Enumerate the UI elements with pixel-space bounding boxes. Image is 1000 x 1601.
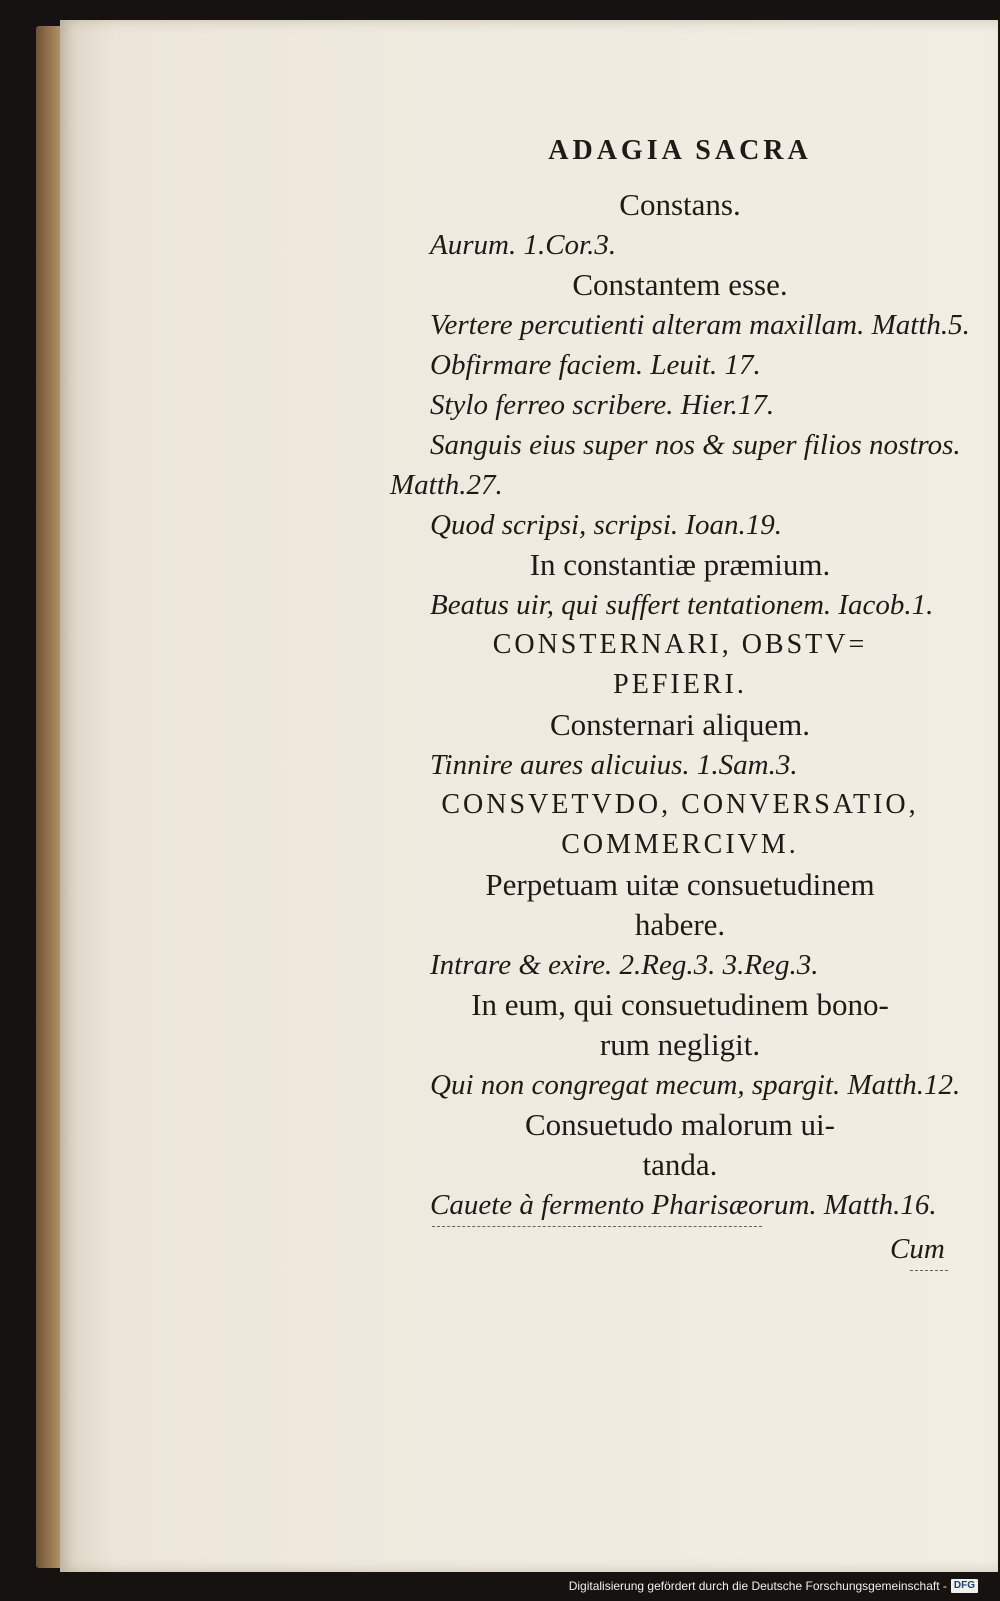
- section-heading: PEFIERI.: [613, 669, 747, 700]
- text-line: In constantiæ præmium.: [529, 547, 831, 582]
- text-line: Matth.27.: [390, 469, 503, 501]
- text-line: Sanguis eius super nos & super filios nostros.: [430, 429, 961, 461]
- footer-text: Digitalisierung gefördert durch die Deutsche Forschungsgemeinschaft -: [568, 1579, 947, 1593]
- text-line: rum negligit.: [599, 1027, 761, 1062]
- text-line: tanda.: [642, 1147, 718, 1182]
- running-head: ADAGIA SACRA: [548, 135, 812, 166]
- section-heading: CONSTERNARI, OBSTV=: [492, 629, 868, 660]
- dashed-rule: [910, 1270, 948, 1271]
- text-line: Consternari aliquem.: [550, 707, 810, 742]
- dfg-logo: DFG: [951, 1579, 978, 1593]
- text-line: Obfirmare faciem. Leuit. 17.: [430, 349, 761, 381]
- text-line: Tinnire aures alicuius. 1.Sam.3.: [430, 749, 798, 781]
- text-line: Intrare & exire. 2.Reg.3. 3.Reg.3.: [430, 949, 819, 981]
- section-heading: CONSVETVDO, CONVERSATIO,: [441, 789, 919, 820]
- text-line: habere.: [634, 907, 726, 942]
- text-line: Stylo ferreo scribere. Hier.17.: [430, 389, 775, 421]
- text-line: Constans.: [619, 187, 741, 222]
- book-page: [60, 20, 998, 1572]
- footer-credit: [569, 1575, 978, 1597]
- text-line: Qui non congregat mecum, spargit. Matth.12.: [430, 1069, 961, 1101]
- text-line: Constantem esse.: [572, 267, 788, 302]
- catchword: Cum: [890, 1233, 945, 1265]
- section-heading: COMMERCIVM.: [561, 829, 799, 860]
- text-line: Beatus uir, qui suffert tentationem. Iacob.1.: [430, 589, 934, 621]
- text-line: Vertere percutienti alteram maxillam. Matth.5.: [430, 309, 970, 341]
- text-line: Consuetudo malorum ui-: [525, 1107, 835, 1142]
- text-line: Quod scripsi, scripsi. Ioan.19.: [430, 509, 783, 541]
- text-line: In eum, qui consuetudinem bono-: [471, 987, 889, 1022]
- dashed-rule: [432, 1226, 762, 1227]
- text-line: Perpetuam uitæ consuetudinem: [485, 867, 875, 902]
- text-line: Aurum. 1.Cor.3.: [430, 229, 617, 261]
- text-line: Cauete à fermento Pharisæorum. Matth.16.: [430, 1189, 937, 1221]
